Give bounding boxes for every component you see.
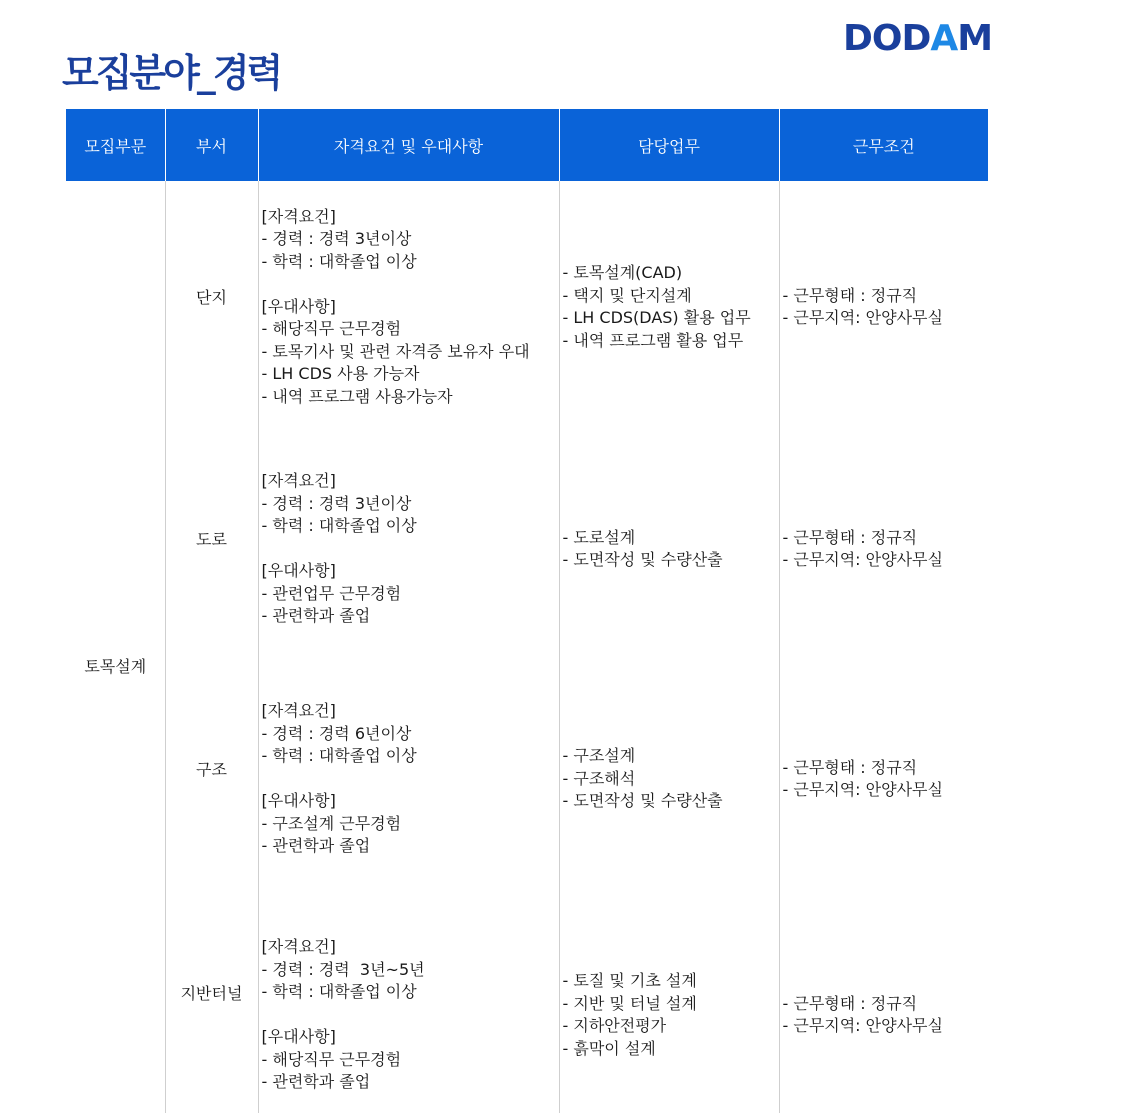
department-cell: 구조: [165, 665, 258, 893]
table-row: [66, 665, 988, 893]
dodam-logo: DODAM: [843, 18, 993, 59]
duties-cell: [559, 893, 779, 1113]
duties-cell: [559, 181, 779, 433]
list-item: - 구조해석: [562, 768, 636, 788]
table-row: [66, 433, 988, 665]
list-item: [자격요건]: [261, 701, 336, 721]
duties-cell: [559, 665, 779, 893]
department-cell: 단지: [165, 181, 258, 433]
list-item: [자격요건]: [261, 471, 336, 491]
requirements-cell: [258, 181, 559, 433]
list-item: [우대사항]: [261, 296, 336, 316]
field-cell: 토목설계: [84, 656, 147, 676]
conditions-cell: [779, 893, 988, 1113]
list-item: [자격요건]: [261, 937, 336, 957]
department-cell: 지반터널: [165, 893, 258, 1113]
list-item: - 학력 : 대학졸업 이상: [261, 516, 417, 536]
list-item: - 도면작성 및 수량산출: [562, 791, 723, 811]
list-item: - 관련업무 근무경험: [261, 583, 402, 603]
list-item: - 해당직무 근무경험: [261, 1049, 402, 1069]
requirements-cell: [258, 665, 559, 893]
table-row: [66, 893, 988, 1113]
list-item: - 학력 : 대학졸업 이상: [261, 982, 417, 1002]
conditions-cell: [779, 665, 988, 893]
list-item: - 구조설계: [562, 746, 636, 766]
list-item: - 흙막이 설계: [562, 1038, 656, 1058]
list-item: - 토목기사 및 관련 자격증 보유자 우대: [261, 341, 530, 361]
list-item: - 토목설계(CAD): [562, 263, 683, 282]
header-field: 모집부문: [66, 109, 165, 181]
department-cell: 도로: [165, 433, 258, 665]
list-item: - 근무형태 : 정규직: [782, 993, 918, 1013]
list-item: [자격요건]: [261, 206, 336, 226]
list-item: - 근무형태 : 정규직: [782, 285, 918, 305]
header-duties: 담당업무: [559, 109, 779, 181]
header-requirements: 자격요건 및 우대사항: [258, 109, 559, 181]
list-item: [우대사항]: [261, 791, 336, 811]
list-item: - 내역 프로그램 활용 업무: [562, 330, 744, 350]
duties-cell: [559, 433, 779, 665]
requirements-cell: [258, 893, 559, 1113]
list-item: - 근무지역: 안양사무실: [782, 308, 943, 327]
list-item: - 근무지역: 안양사무실: [782, 550, 943, 569]
spacer: [262, 768, 559, 791]
list-item: - 경력 : 경력 3년~5년: [261, 959, 425, 979]
list-item: - 구조설계 근무경험: [261, 813, 402, 833]
spacer: [262, 1004, 559, 1027]
list-item: - 근무형태 : 정규직: [782, 527, 918, 547]
list-item: - 학력 : 대학졸업 이상: [261, 746, 417, 766]
list-item: - 관련학과 졸업: [261, 1072, 371, 1092]
list-item: [우대사항]: [261, 1027, 336, 1047]
table-row: [66, 181, 988, 433]
list-item: - 지하안전평가: [562, 1016, 667, 1035]
list-item: - 근무지역: 안양사무실: [782, 1016, 943, 1035]
list-item: - 택지 및 단지설계: [562, 285, 692, 305]
list-item: [우대사항]: [261, 561, 336, 581]
spacer: [262, 538, 559, 561]
list-item: - LH CDS(DAS) 활용 업무: [562, 308, 751, 327]
list-item: - 근무지역: 안양사무실: [782, 780, 943, 799]
list-item: - 토질 및 기초 설계: [562, 971, 697, 990]
list-item: - 관련학과 졸업: [261, 836, 371, 856]
conditions-cell: [779, 181, 988, 433]
list-item: - 도면작성 및 수량산출: [562, 550, 723, 569]
conditions-cell: [779, 433, 988, 665]
list-item: - 학력 : 대학졸업 이상: [261, 251, 417, 271]
recruitment-table: [66, 109, 988, 1113]
list-item: - 경력 : 경력 3년이상: [261, 229, 412, 249]
header-conditions: 근무조건: [779, 109, 988, 181]
list-item: - 경력 : 경력 6년이상: [261, 723, 412, 743]
list-item: - 근무형태 : 정규직: [782, 757, 918, 777]
list-item: - LH CDS 사용 가능자: [261, 364, 420, 384]
requirements-cell: [258, 433, 559, 665]
list-item: - 관련학과 졸업: [261, 606, 371, 626]
spacer: [262, 273, 559, 296]
page-title: 모집분야_경력: [62, 51, 281, 95]
list-item: - 내역 프로그램 사용가능자: [261, 386, 453, 406]
header-department: 부서: [165, 109, 258, 181]
list-item: - 경력 : 경력 3년이상: [261, 493, 412, 513]
list-item: - 지반 및 터널 설계: [562, 993, 697, 1013]
list-item: - 해당직무 근무경험: [261, 319, 402, 339]
table-header-row: [66, 109, 988, 181]
list-item: - 도로설계: [562, 527, 636, 547]
